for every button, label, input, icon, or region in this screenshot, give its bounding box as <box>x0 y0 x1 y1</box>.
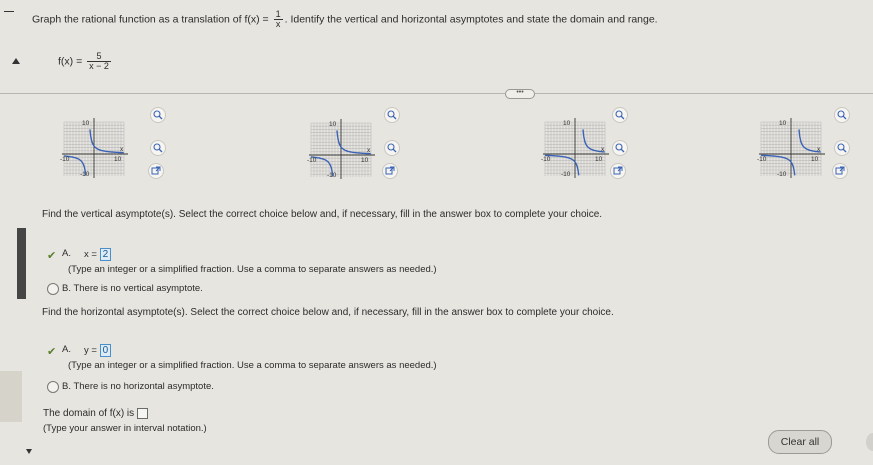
zoom-out-icon[interactable] <box>384 107 400 123</box>
corner-nav-button[interactable] <box>866 433 873 451</box>
y-min-label: -10 <box>561 171 571 178</box>
y-min-label: -10 <box>80 171 90 178</box>
vertical-option-b-label[interactable]: B. There is no vertical asymptote. <box>62 283 203 294</box>
x-min-label: -10 <box>307 157 317 164</box>
external-link-icon[interactable] <box>610 163 626 179</box>
side-panel <box>0 371 22 422</box>
x-min-label: -10 <box>541 156 551 163</box>
left-arrow-marker <box>12 58 20 64</box>
external-link-icon[interactable] <box>382 163 398 179</box>
vertical-answer-box[interactable]: 2 <box>100 248 112 261</box>
x-axis-label: x <box>367 147 371 154</box>
vertical-option-a-answer <box>84 248 111 261</box>
function-fraction <box>87 52 111 71</box>
checkmark-icon: ✔ <box>47 250 57 262</box>
zoom-in-icon[interactable] <box>834 140 850 156</box>
x-axis-label: x <box>601 146 605 153</box>
vertical-asymptote-question: Find the vertical asymptote(s). Select the correct choice below and, if necessary, fill in the answer box to complete your choice. <box>42 209 603 220</box>
horizontal-asymptote-question: Find the horizontal asymptote(s). Select the correct choice below and, if necessary, fill in the answer box to complete your choice. <box>42 307 614 318</box>
external-link-icon[interactable] <box>832 163 848 179</box>
horizontal-option-b-label[interactable]: B. There is no horizontal asymptote. <box>62 381 214 392</box>
y-max-label: 10 <box>82 120 90 127</box>
x-max-label: 10 <box>114 156 122 163</box>
domain-label: The domain of f(x) is <box>43 408 135 420</box>
parent-numerator: 1 <box>275 9 281 19</box>
y-max-label: 10 <box>779 120 787 127</box>
horizontal-option-a-answer <box>84 344 111 357</box>
function-definition <box>58 52 113 71</box>
problem-intro: Graph the rational function as a translation of <box>32 13 242 26</box>
checkmark-icon: ✔ <box>47 346 57 358</box>
graph-choice-3[interactable] <box>539 116 613 178</box>
graph-choice-3-plot <box>539 116 613 178</box>
x-axis-label: x <box>120 146 124 153</box>
x-min-label: -10 <box>60 156 70 163</box>
horizontal-answer-box[interactable]: 0 <box>100 344 112 357</box>
horizontal-answer-prefix: y = <box>84 345 97 356</box>
horizontal-option-a-letter: A. <box>62 344 71 355</box>
x-max-label: 10 <box>361 157 369 164</box>
section-divider <box>0 93 873 94</box>
expand-dots-button[interactable]: ••• <box>505 89 535 99</box>
y-min-label: -10 <box>327 172 337 179</box>
zoom-out-icon[interactable] <box>834 107 850 123</box>
zoom-out-icon[interactable] <box>150 107 166 123</box>
horizontal-option-a-note: (Type an integer or a simplified fraction. Use a comma to separate answers as needed.) <box>68 360 437 371</box>
clear-all-button[interactable]: Clear all <box>768 430 832 454</box>
graph-choice-4[interactable] <box>755 116 829 178</box>
vertical-option-a-letter: A. <box>62 248 71 259</box>
left-edge-dash <box>4 11 14 12</box>
x-max-label: 10 <box>811 156 819 163</box>
domain-question <box>43 408 148 419</box>
domain-note: (Type your answer in interval notation.) <box>43 423 207 434</box>
graph-choice-1-plot <box>58 116 132 178</box>
horizontal-option-a[interactable] <box>47 342 56 360</box>
vertical-answer-prefix: x = <box>84 249 97 260</box>
function-label: f(x) = <box>58 55 83 68</box>
graph-choice-2[interactable] <box>305 117 379 179</box>
zoom-in-icon[interactable] <box>150 140 166 156</box>
parent-denominator: x <box>275 19 281 29</box>
parent-fraction <box>274 10 283 29</box>
x-max-label: 10 <box>595 156 603 163</box>
vertical-option-b-radio[interactable] <box>47 283 59 295</box>
x-axis-label: x <box>817 146 821 153</box>
domain-answer-box[interactable] <box>137 408 148 419</box>
horizontal-option-b-radio[interactable] <box>47 381 59 393</box>
y-max-label: 10 <box>329 121 337 128</box>
problem-tail: . Identify the vertical and horizontal asymptotes and state the domain and range. <box>284 13 658 26</box>
zoom-out-icon[interactable] <box>612 107 628 123</box>
y-max-label: 10 <box>563 120 571 127</box>
vertical-option-a-note: (Type an integer or a simplified fraction. Use a comma to separate answers as needed.) <box>68 264 437 275</box>
dropdown-triangle-icon <box>26 449 32 454</box>
problem-statement <box>32 10 658 29</box>
side-scroll-indicator[interactable] <box>17 228 26 299</box>
graph-choice-2-plot <box>305 117 379 179</box>
y-min-label: -10 <box>777 171 787 178</box>
parent-function-label: f(x) = <box>244 13 269 26</box>
function-denominator: x − 2 <box>89 61 109 71</box>
x-min-label: -10 <box>757 156 767 163</box>
external-link-icon[interactable] <box>148 163 164 179</box>
zoom-in-icon[interactable] <box>612 140 628 156</box>
graph-choice-4-plot <box>755 116 829 178</box>
graph-choice-1[interactable] <box>58 116 132 178</box>
vertical-option-a[interactable] <box>47 246 56 264</box>
function-numerator: 5 <box>87 52 111 62</box>
zoom-in-icon[interactable] <box>384 140 400 156</box>
